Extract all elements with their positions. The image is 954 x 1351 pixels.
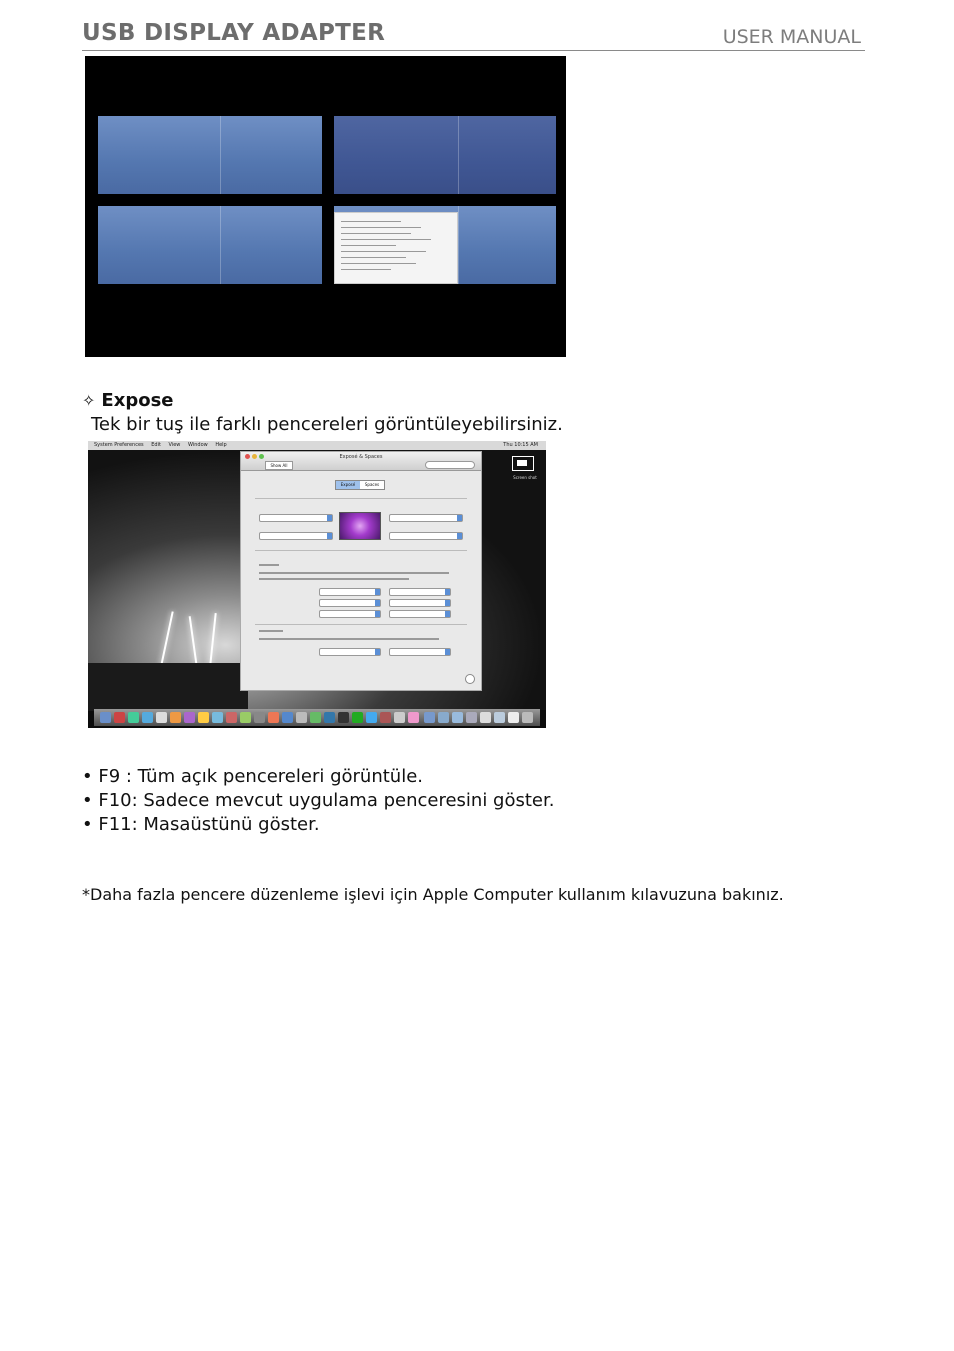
- application-windows-select: [319, 599, 381, 607]
- preferences-window: [240, 451, 482, 691]
- document-title: USB DISPLAY ADAPTER: [82, 20, 386, 46]
- desktop-icon-label: Screen shot: [513, 475, 537, 480]
- menu-clock: Thu 10:15 AM: [503, 442, 538, 448]
- show-desktop-select: [319, 610, 381, 618]
- show-all-button: Show All: [265, 461, 293, 470]
- corner-select: [259, 514, 333, 522]
- star-icon: ✧: [82, 391, 96, 410]
- menu-item: Help: [215, 442, 227, 448]
- window-title: Exposé & Spaces: [339, 454, 383, 460]
- tab-control: [335, 480, 385, 490]
- section-title: Expose: [101, 390, 174, 411]
- menu-item: Edit: [151, 442, 161, 448]
- show-desktop-select-2: [389, 610, 451, 618]
- menu-bar: [88, 441, 546, 450]
- shortcuts-group: [255, 550, 467, 551]
- menu-item: Window: [188, 442, 208, 448]
- help-icon: [465, 674, 475, 684]
- expose-screenshot: [88, 441, 546, 728]
- footnote: *Daha fazla pencere düzenleme işlevi için Apple Computer kullanım kılavuzuna bakınız.: [82, 885, 784, 904]
- wallpaper-thumbnail: [339, 512, 381, 540]
- corner-select: [389, 514, 463, 522]
- page-header: [82, 20, 865, 51]
- tab-expose: Exposé: [336, 481, 360, 489]
- space-thumbnail: [98, 116, 322, 194]
- active-screen-corners-group: [255, 498, 467, 499]
- mini-window: [334, 212, 458, 284]
- menu-item: System Preferences: [94, 442, 144, 448]
- application-windows-select-2: [389, 599, 451, 607]
- dashboard-select-2: [389, 648, 451, 656]
- spaces-screenshot: [85, 56, 566, 357]
- tab-spaces: Spaces: [364, 482, 380, 487]
- list-item: • F11: Masaüstünü göster.: [82, 814, 320, 835]
- document-subtitle: USER MANUAL: [722, 26, 861, 48]
- dock: [94, 709, 540, 726]
- dashboard-select: [319, 648, 381, 656]
- list-item: • F10: Sadece mevcut uygulama penceresini göster.: [82, 790, 555, 811]
- shortcut-list: [82, 765, 554, 837]
- section-description: Tek bir tuş ile farklı pencereleri görüntüleyebilirsiniz.: [91, 414, 563, 435]
- search-field: [425, 461, 475, 469]
- space-thumbnail: [98, 206, 322, 284]
- space-thumbnail: [334, 116, 556, 194]
- all-windows-select: [319, 588, 381, 596]
- screen-shot-icon: [512, 456, 534, 471]
- corner-select: [259, 532, 333, 540]
- dashboard-group: [255, 624, 467, 625]
- section-heading: [82, 390, 174, 411]
- all-windows-select-2: [389, 588, 451, 596]
- corner-select: [389, 532, 463, 540]
- menu-item: View: [168, 442, 181, 448]
- list-item: • F9 : Tüm açık pencereleri görüntüle.: [82, 766, 423, 787]
